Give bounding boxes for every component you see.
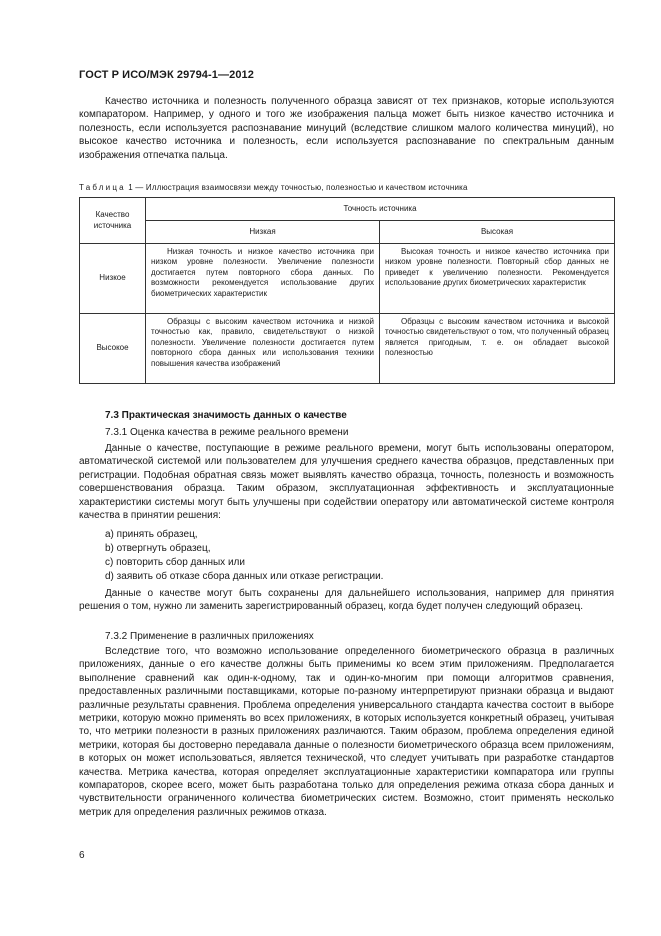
section-heading: 7.3 Практическая значимость данных о качестве [105,410,347,421]
list-item: d) заявить об отказе сбора данных или отказе регистрации. [105,571,384,582]
table-head-rowlabel: Качество источника [80,198,146,244]
table-caption-text: 1 — Иллюстрация взаимосвязи между точностью, полезностью и качеством источника [128,183,468,192]
table-head-group: Точность источника [146,198,615,221]
list-item: b) отвергнуть образец, [105,543,211,554]
table-cell-text: Образцы с высоким качеством источника и высокой точностью свидетельствуют о том, что полученный образец является пригодным, т. е. он обладает высокой полезностью [385,317,609,358]
paragraph-731: Данные о качестве, поступающие в режиме реального времени, могут быть использованы оператором, автоматической системой или пользователем для улучшения среднего качества образцов, представленных при регистрации. Подобная обратная связь может выявлять качество образца, точность, полезность и возможность совершенствования образца. Таким образом, эксплуатационная эффективность и эксплуатационные характеристики системы могут быть улучшены при содействии оператору или автоматической системе контроля качества в принятии решения: [79,443,614,522]
table-cell-text: Высокая точность и низкое качество источника при низком уровне полезности. Повторный сбор данных не приведет к увеличению полезности. Рекомендуется использование других биометрических характеристик [385,247,609,288]
list-item: a) принять образец, [105,529,198,540]
table-row-low-label: Низкое [80,244,146,314]
paragraph-732: Вследствие того, что возможно использование определенного биометрического образца в различных приложениях, данные о его качестве должны быть применимы ко всем этим приложениям. Предполагается выполнение сравнений как один-к-одному, так и один-ко-многим при помощи алгоритмов сравнения, предоставленных различными поставщиками, которые по-разному интерпретируют признаки образца и выдают различные результаты сравнения. Проблема определения универсального стандарта качества состоит в выборе метрики, которую можно применять во всех приложениях, в которых используется конкретный образец, учитывая то, что метрики полезности в разных приложениях различаются. Таким образом, проблема определения единой метрики, которая бы достоверно передавала данные о полезности биометрического образца всем приложениям, в которых он может использоваться, является технической, что следует учитывать при разработке стандартов качества. Метрика качества, которая определяет эксплуатационные характеристики компаратора или группы компараторов, скорее всего, может быть разработана только для определения режима отказа сбора данных и чувствительности ограниченного количества биометрических систем. Возможно, стоит применять несколько метрик для определения различных режимов отказа. [79,646,614,818]
table-cell-low-low [146,244,380,314]
intro-paragraph: Качество источника и полезность полученного образца зависят от тех признаков, которые используются компаратором. Например, у одного и того же изображения пальца может быть низкое качество источника и полезность, если используется распознавание минуций (вследствие слишком малого количества минуций), но высокое качество источника и полезность, если используется распознавание по спектральным данным изображения отпечатка пальца. [79,96,614,161]
quality-table [79,197,615,384]
table-cell-high-high [380,314,615,384]
table-cell-text: Низкая точность и низкое качество источника при низком уровне полезности. Увеличение полезности достигается путем повторного сбора данных. По возможности рекомендуется использование других биометрических характеристик [151,247,374,298]
table-cell-text: Образцы с высоким качеством источника и низкой точностью как, правило, свидетельствуют о низкой полезности. Увеличение полезности достигается путем повторного сбора данных или использования техники повышения качества изображений [151,317,374,368]
subsection-heading-732: 7.3.2 Применение в различных приложениях [105,631,314,642]
table-cell-high-low [146,314,380,384]
document-header: ГОСТ Р ИСО/МЭК 29794-1—2012 [79,69,254,81]
table-caption-prefix: Таблица [79,183,126,192]
table-col-low: Низкая [146,221,380,244]
table-cell-low-high [380,244,615,314]
list-item: c) повторить сбор данных или [105,557,245,568]
page-number: 6 [79,850,85,861]
subsection-heading-731: 7.3.1 Оценка качества в режиме реального времени [105,427,349,438]
table-col-high: Высокая [380,221,615,244]
paragraph-after-list: Данные о качестве могут быть сохранены для дальнейшего использования, например для принятия решения о том, нужно ли заменить зарегистрированный образец, когда будет получен следующий образец. [79,588,614,613]
table-caption [79,183,468,192]
table-row-high-label: Высокое [80,314,146,384]
